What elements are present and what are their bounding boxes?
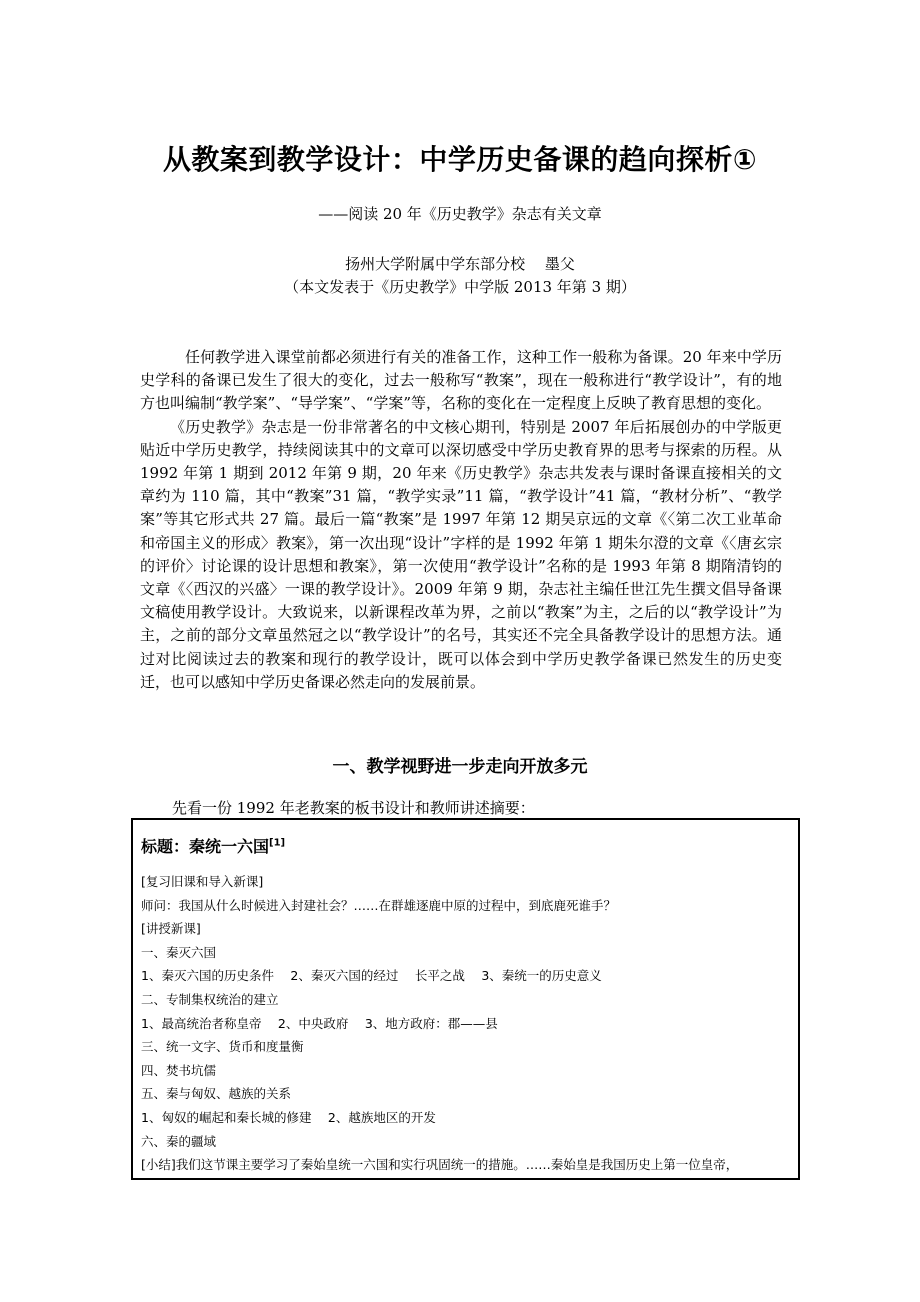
lesson-title bbox=[141, 834, 285, 857]
lesson-line: 二、专制集权统治的建立 bbox=[141, 991, 279, 1007]
footnote-mark: [1] bbox=[269, 837, 286, 849]
lesson-title-text: 标题：秦统一六国 bbox=[141, 837, 270, 856]
publication-note: （本文发表于《历史教学》中学版 2013 年第 3 期） bbox=[284, 278, 636, 296]
lesson-line: 1、秦灭六国的历史条件 2、秦灭六国的经过 长平之战 3、秦统一的历史意义 bbox=[141, 968, 602, 984]
article-subtitle: ——阅读 20 年《历史教学》杂志有关文章 bbox=[318, 205, 602, 223]
lesson-line: 1、最高统治者称皇帝 2、中央政府 3、地方政府：郡——县 bbox=[141, 1015, 498, 1031]
lesson-line: 师问：我国从什么时候进入封建社会？……在群雄逐鹿中原的过程中，到底鹿死谁手？ bbox=[141, 897, 617, 913]
lesson-plan-box bbox=[131, 818, 800, 1180]
lesson-line: 三、统一文字、货币和度量衡 bbox=[141, 1039, 304, 1055]
section-heading: 一、教学视野进一步走向开放多元 bbox=[332, 757, 588, 777]
article-body bbox=[140, 346, 782, 694]
section-intro: 先看一份 1992 年老教案的板书设计和教师讲述摘要： bbox=[172, 799, 535, 817]
lesson-line: 一、秦灭六国 bbox=[141, 944, 217, 960]
article-title: 从教案到教学设计：中学历史备课的趋向探析① bbox=[162, 143, 758, 176]
paragraph: 任何教学进入课堂前都必须进行有关的准备工作，这种工作一般称为备课。20 年来中学历史学科的备课已发生了很大的变化，过去一般称写“教案”，现在一般称进行“教学设计”，有的地方也叫编制“教学案”、“导学案”、“学案”等，名称的变化在一定程度上反映了教育思想的变化。 bbox=[140, 348, 782, 413]
author-line: 扬州大学附属中学东部分校 墨父 bbox=[345, 255, 575, 273]
lesson-lines bbox=[141, 870, 738, 1177]
lesson-line: 四、焚书坑儒 bbox=[141, 1062, 217, 1078]
lesson-line: [讲授新课] bbox=[141, 921, 201, 937]
lesson-line: [复习旧课和导入新课] bbox=[141, 874, 264, 889]
paragraph: 《历史教学》杂志是一份非常著名的中文核心期刊，特别是 2007 年后拓展创办的中学版更贴近中学历史教学，持续阅读其中的文章可以深切感受中学历史教育界的思考与探索的历程。从 1992 年第 1 期到 2012 年第 9 期，20 年来《历史教学》杂志共发表与课时备课直接相关的文章约为 110 篇，其中“教案”31 篇，“教学实录”11 篇，“教学设计”41 篇，“教材分析”、“教学案”等其它形式共 27 篇。最后一篇“教案”是 1997 年第 12 期吴京远的文章《〈第二次工业革命和帝国主义的形成〉教案》，第一次出现“设计”字样的是 1992 年第 1 期朱尔澄的文章《〈唐玄宗的评价〉讨论课的设计思想和教案》，第一次使用“教学设计”名称的是 1993 年第 8 期隋清钧的文章《〈西汉的兴盛〉一课的教学设计》。2009 年第 9 期，杂志社主编任世江先生撰文倡导备课文稿使用教学设计。大致说来，以新课程改革为界，之前以“教案”为主，之后的以“教学设计”为主，之前的部分文章虽然冠之以“教学设计”的名号，其实还不完全具备教学设计的思想方法。通过对比阅读过去的教案和现行的教学设计，既可以体会到中学历史教学备课已然发生的历史变迁，也可以感知中学历史备课必然走向的发展前景。 bbox=[140, 417, 782, 691]
lesson-line: 1、匈奴的崛起和秦长城的修建 2、越族地区的开发 bbox=[141, 1109, 436, 1125]
lesson-line: 五、秦与匈奴、越族的关系 bbox=[141, 1086, 292, 1102]
lesson-line: 六、秦的疆域 bbox=[141, 1133, 217, 1149]
lesson-line: [小结]我们这节课主要学习了秦始皇统一六国和实行巩固统一的措施。……秦始皇是我国历史上第一位皇帝， bbox=[141, 1157, 739, 1173]
